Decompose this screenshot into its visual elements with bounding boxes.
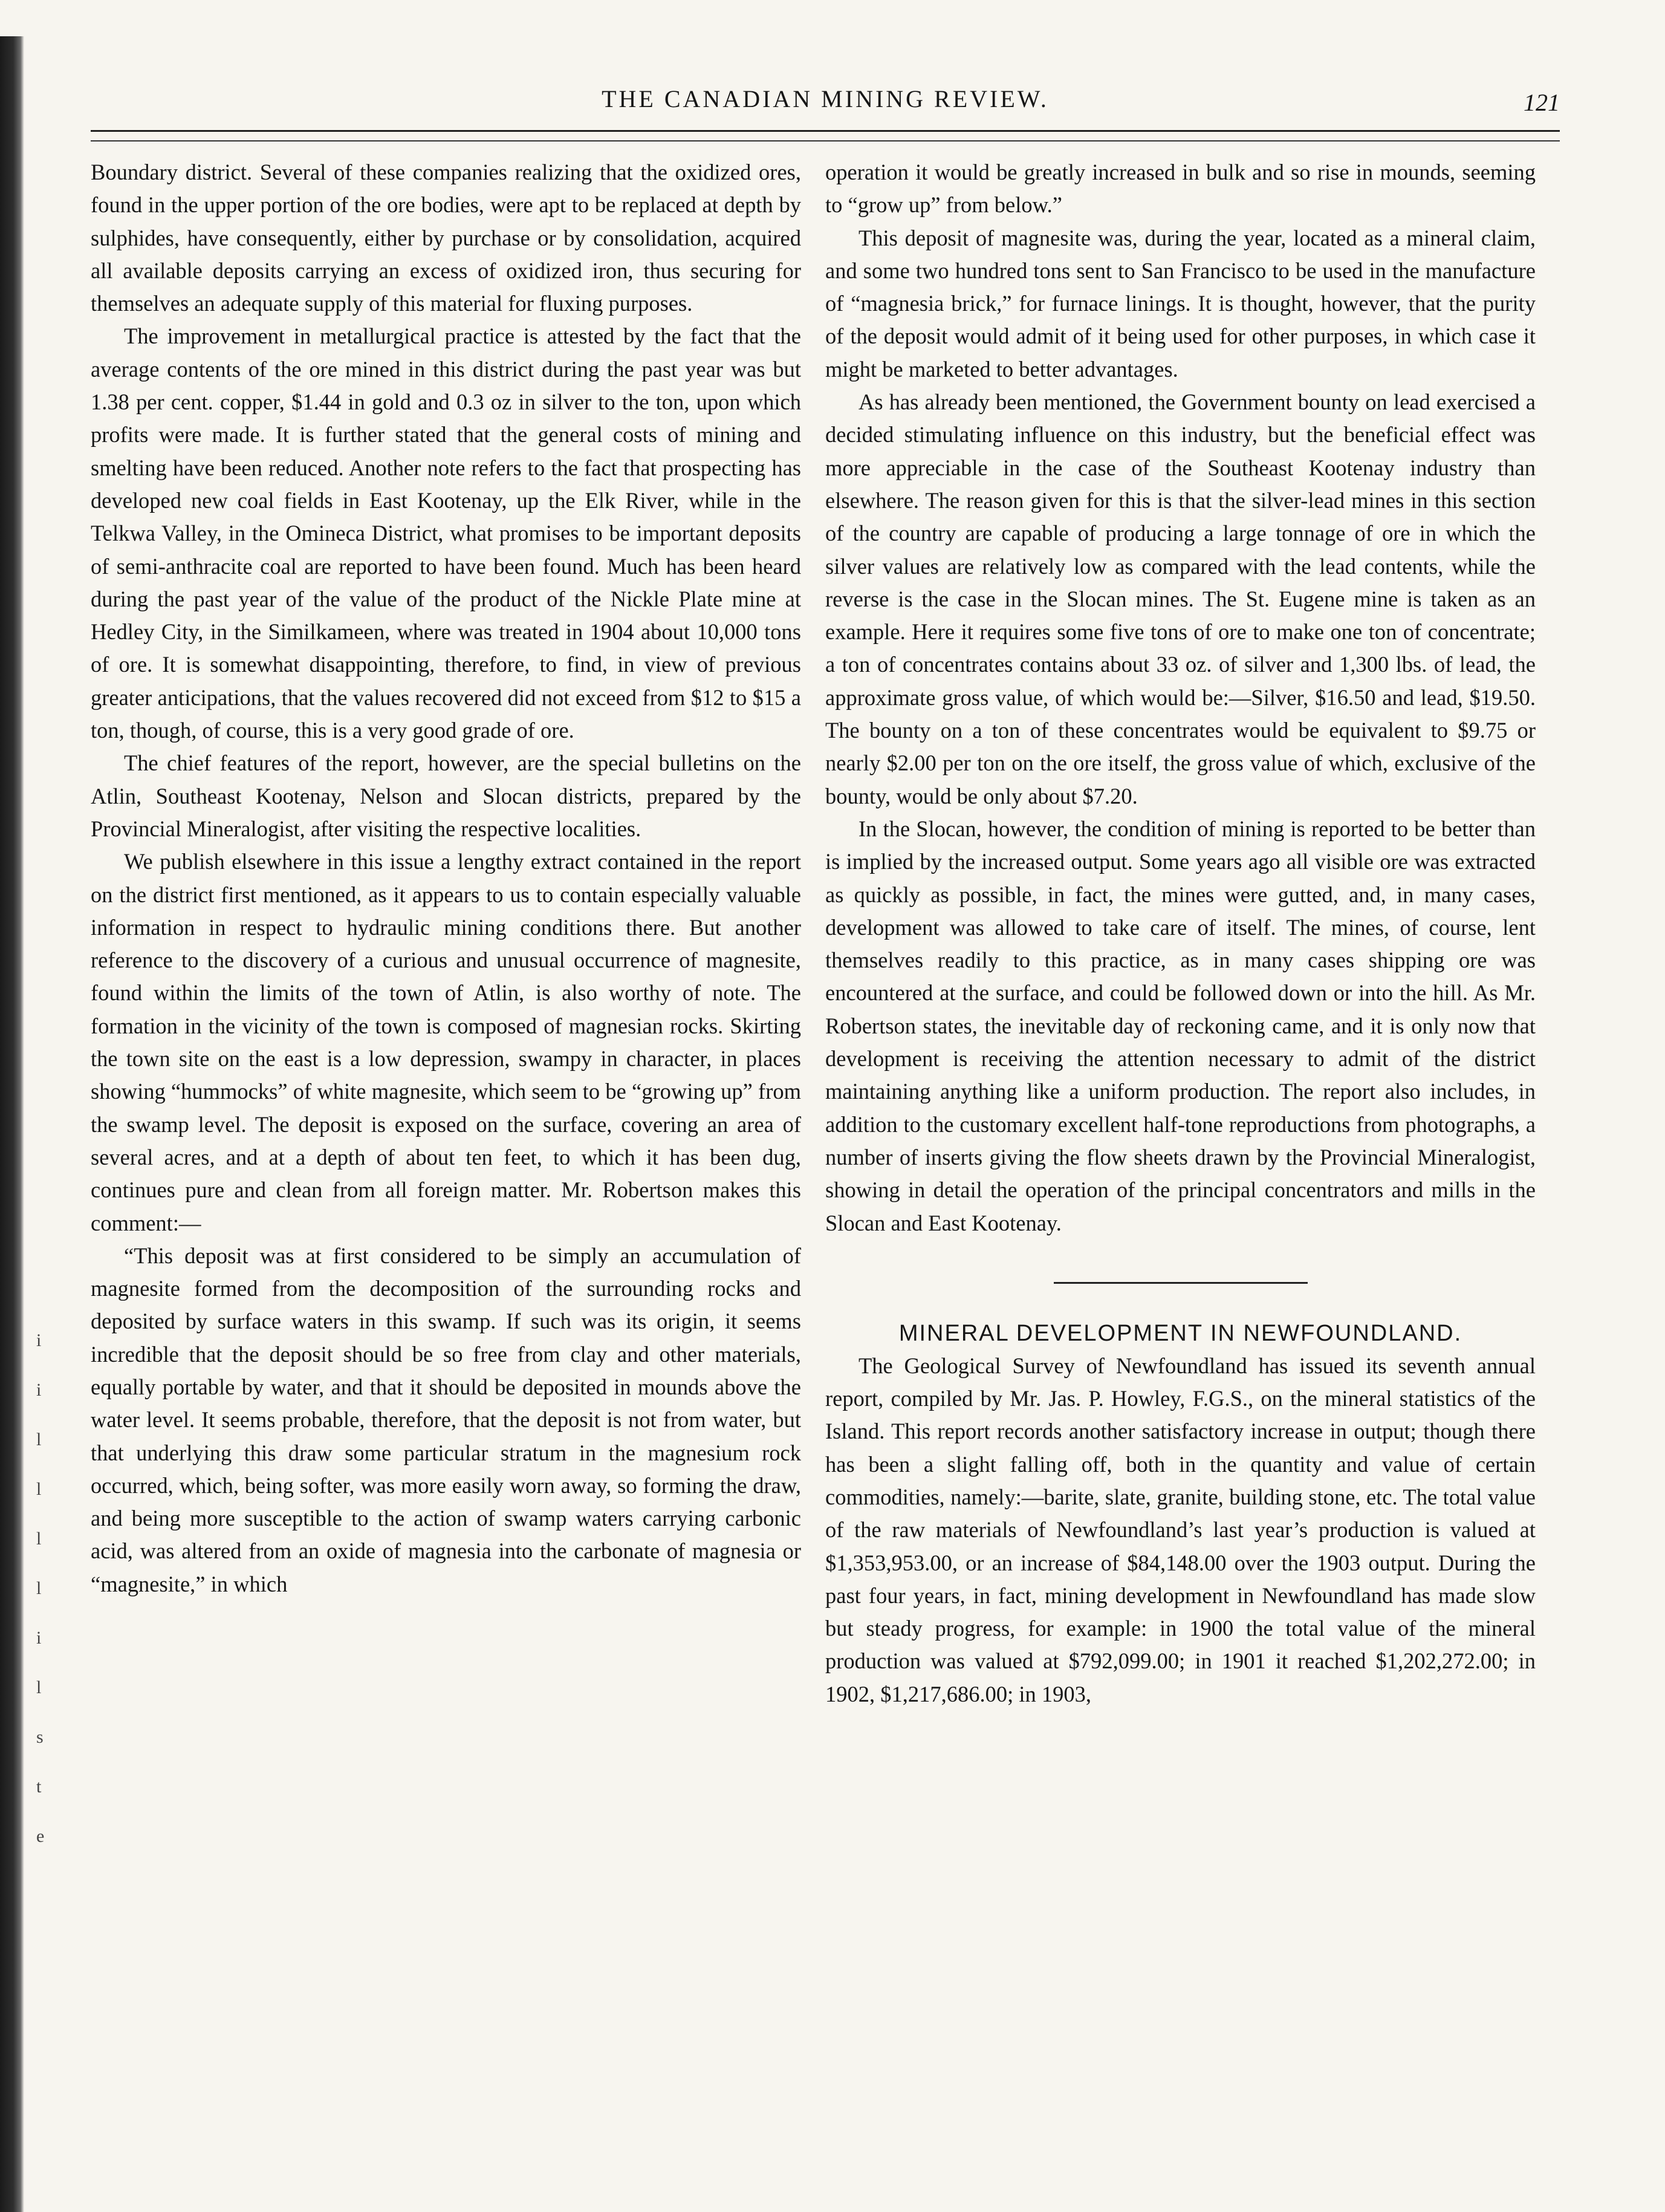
margin-mark: l <box>36 1677 42 1697</box>
quoted-paragraph: “This deposit was at first considered to be simply an accumulation of magnesite formed from the decomposition of the surrounding rocks and deposited by surface waters in this swamp. If such was its origin, it seems incredible that the deposit should be so free from clay and other materials, equally portable by water, and that it should be deposited in mounds above the water level. It seems probable, therefore, that the deposit is not from water, but that underlying this draw some particular stratum in the magnesium rock occurred, which, being softer, was more easily worn away, so forming the draw, and being more susceptible to the action of swamp waters carrying carbonic acid, was altered from an oxide of magnesia into the carbonate of magnesia or “magnesite,” in which <box>91 1243 801 1596</box>
margin-marks <box>36 1330 60 1847</box>
paragraph: operation it would be greatly increased in bulk and so rise in mounds, seeming to “grow up” from below.” <box>825 160 1536 218</box>
paragraph: The improvement in metallurgical practice is attested by the fact that the average contents of the ore mined in this district during the past year was but 1.38 per cent. copper, $1.44 in gold and 0.3 oz in silver to the ton, upon which profits were made. It is further stated that the general costs of mining and smelting have been reduced. Another note refers to the fact that prospecting has developed new coal fields in East Kootenay, up the Elk River, while in the Telkwa Valley, in the Omineca District, what promises to be important deposits of semi-anthracite coal are reported to have been found. Much has been heard during the past year of the value of the product of the Nickle Plate mine at Hedley City, in the Similkameen, where was treated in 1904 about 10,000 tons of ore. It is somewhat disappointing, therefore, to find, in view of previous greater anticipations, that the values recovered did not exceed from $12 to $15 a ton, though, of course, this is a very good grade of ore. <box>91 324 801 743</box>
right-column <box>825 156 1536 1711</box>
margin-mark: i <box>36 1628 42 1648</box>
section-divider <box>1054 1282 1308 1284</box>
margin-mark: i <box>36 1380 42 1400</box>
margin-mark: l <box>36 1578 42 1598</box>
margin-mark: e <box>36 1826 45 1846</box>
paragraph: In the Slocan, however, the condition of mining is reported to be better than is implied by the increased output. Some years ago all visible ore was extracted as quickly as possible, in fact, the mines were gutted, and, in many cases, development was allowed to take care of itself. The mines, of course, lent themselves readily to this practice, as in many cases shipping ore was encountered at the surface, and could be followed down or into the hill. As Mr. Robertson states, the inevitable day of reckoning came, and it is only now that development is receiving the attention necessary to admit of the district maintaining anything like a uniform production. The report also includes, in addition to the customary excellent half-tone reproductions from photographs, a number of inserts giving the flow sheets drawn by the Provincial Mineralogist, showing in detail the operation of the principal concentrators and mills in the Slocan and East Kootenay. <box>825 816 1536 1235</box>
page-binding-edge <box>0 36 24 2212</box>
paragraph: As has already been mentioned, the Government bounty on lead exercised a decided stimulating influence on this industry, but the beneficial effect was more appreciable in the case of the Southeast Kootenay industry than elsewhere. The reason given for this is that the silver-lead mines in this section of the country are capable of producing a large tonnage of ore in which the silver values are relatively low as compared with the lead contents, while the reverse is the case in the Slocan mines. The St. Eugene mine is taken as an example. Here it requires some five tons of ore to make one ton of concentrate; a ton of concentrates contains about 33 oz. of silver and 1,300 lbs. of lead, the approximate gross value, of which would be:—Silver, $16.50 and lead, $19.50. The bounty on a ton of these concentrates would be equivalent to $9.75 or nearly $2.00 per ton on the ore itself, the gross value of which, exclusive of the bounty, would be only about $7.20. <box>825 389 1536 808</box>
margin-mark: l <box>36 1529 42 1549</box>
margin-mark: s <box>36 1727 44 1747</box>
margin-mark: l <box>36 1430 42 1449</box>
page-number: 121 <box>1524 89 1560 116</box>
running-head: THE CANADIAN MINING REVIEW. <box>602 85 1049 112</box>
left-column <box>91 156 801 1601</box>
paragraph: The Geological Survey of Newfoundland has issued its seventh annual report, compiled by Mr. Jas. P. Howley, F.G.S., on the mineral statistics of the Island. This report records another satisfactory increase in output; though there has been a slight falling off, both in the quantity and value of certain commodities, namely:—barite, slate, granite, building stone, etc. The total value of the raw materials of Newfoundland’s last year’s production is valued at $1,353,953.00, or an increase of $84,148.00 over the 1903 output. During the past four years, in fact, mining development in Newfoundland has made slow but steady progress, for example: in 1900 the total value of the mineral production was valued at $792,099.00; in 1901 it reached $1,202,272.00; in 1902, $1,217,686.00; in 1903, <box>825 1353 1536 1706</box>
paragraph: Boundary district. Several of these companies realizing that the oxidized ores, found in the upper portion of the ore bodies, were apt to be replaced at depth by sulphides, have consequently, either by purchase or by consolidation, acquired all available deposits carrying an excess of oxidized iron, thus securing for themselves an adequate supply of this material for fluxing purposes. <box>91 160 801 316</box>
page-header <box>91 85 1560 127</box>
paragraph: We publish elsewhere in this issue a lengthy extract contained in the report on the district first mentioned, as it appears to us to contain especially valuable information in respect to hydraulic mining conditions there. But another reference to the discovery of a curious and unusual occurrence of magnesite, found within the limits of the town of Atlin, is also worthy of note. The formation in the vicinity of the town is composed of magnesian rocks. Skirting the town site on the east is a low depression, swampy in character, in places showing “hummocks” of white magnesite, which seem to be “growing up” from the swamp level. The deposit is exposed on the surface, covering an area of several acres, and at a depth of about ten feet, to which it has been dug, continues pure and clean from all foreign matter. Mr. Robertson makes this comment:— <box>91 849 801 1235</box>
paragraph: This deposit of magnesite was, during the year, located as a mineral claim, and some two hundred tons sent to San Francisco to be used in the manufacture of “magnesia brick,” for furnace linings. It is thought, however, that the purity of the deposit would admit of it being used for other purposes, in which case it might be marketed to better advantages. <box>825 225 1536 382</box>
margin-mark: l <box>36 1479 42 1499</box>
section-heading: MINERAL DEVELOPMENT IN NEWFOUNDLAND. <box>898 1320 1462 1346</box>
paragraph: The chief features of the report, however, are the special bulletins on the Atlin, Southeast Kootenay, Nelson and Slocan districts, prepared by the Provincial Mineralogist, after visiting the respective localities. <box>91 750 801 841</box>
margin-mark: i <box>36 1330 42 1350</box>
margin-mark: t <box>36 1777 42 1797</box>
header-rule <box>91 130 1560 142</box>
